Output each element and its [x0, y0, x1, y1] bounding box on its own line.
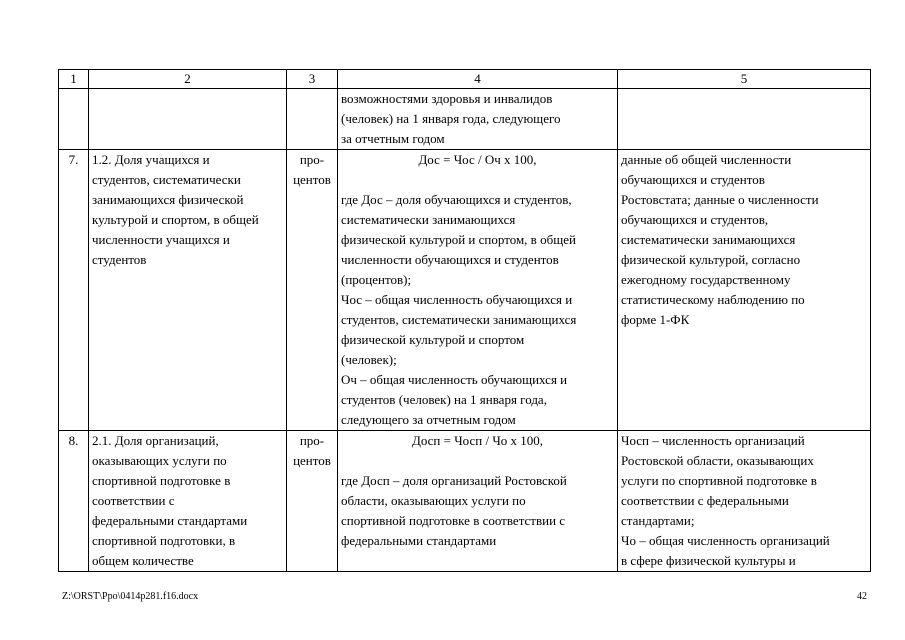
- indicator-name: 2.1. Доля организаций, оказывающих услуги по спортивной подготовке в соответствии с федеральными стандартами спортивной подготовки, в общем количестве: [89, 431, 287, 572]
- unit-cell: про- центов: [287, 431, 338, 572]
- data-table: [58, 69, 871, 572]
- indicator-name: 1.2. Доля учащихся и студентов, систематически занимающихся физической культурой и спортом, в общей численности учащихся и студентов: [89, 150, 287, 431]
- formula-explanation: возможностями здоровья и инвалидов (человек) на 1 января года, следующего за отчетным годом: [341, 91, 561, 146]
- header-col-5: 5: [618, 70, 871, 89]
- formula-explanation: где Досп – доля организаций Ростовской области, оказывающих услуги по спортивной подготовке в соответствии с федеральными стандартами: [341, 473, 567, 548]
- formula-cell: [338, 431, 618, 572]
- source-cell: Чосп – численность организаций Ростовской области, оказывающих услуги по спортивной подготовке в соответствии с федеральными стандартами; Чо – общая численность организаций в сфере физической культуры и: [618, 431, 871, 572]
- formula-explanation: где Дос – доля обучающихся и студентов, систематически занимающихся физической культурой и спортом, в общей численности обучающихся и студентов (процентов); Чос – общая численность обучающихся и студентов, систематически занимающихся физической культурой и спортом (человек); Оч – общая численность обучающихся и студентов (человек) на 1 января года, следующего за отчетным годом: [341, 192, 577, 427]
- header-row: [59, 70, 871, 89]
- table-row: [59, 431, 871, 572]
- unit-cell: [287, 89, 338, 150]
- footer-file-path: Z:\ORST\Ppo\0414p281.f16.docx: [62, 591, 199, 602]
- header-col-2: 2: [89, 70, 287, 89]
- indicator-name: [89, 89, 287, 150]
- row-number: 7.: [59, 150, 89, 431]
- unit-cell: про- центов: [287, 150, 338, 431]
- formula-cell: [338, 150, 618, 431]
- table-row: [59, 150, 871, 431]
- formula: Досп = Чосп / Чо х 100,: [411, 433, 544, 448]
- source-cell: [618, 89, 871, 150]
- row-number: [59, 89, 89, 150]
- row-number: 8.: [59, 431, 89, 572]
- page-number: 42: [857, 591, 867, 602]
- formula-cell: [338, 89, 618, 150]
- table-row: [59, 89, 871, 150]
- formula: Дос = Чос / Оч х 100,: [418, 152, 537, 167]
- source-cell: данные об общей численности обучающихся и студентов Ростовстата; данные о численности обучающихся и студентов, систематически занимающихся физической культурой, согласно ежегодному государственному статистическому наблюдению по форме 1-ФК: [618, 150, 871, 431]
- header-col-4: 4: [338, 70, 618, 89]
- header-col-1: 1: [59, 70, 89, 89]
- header-col-3: 3: [287, 70, 338, 89]
